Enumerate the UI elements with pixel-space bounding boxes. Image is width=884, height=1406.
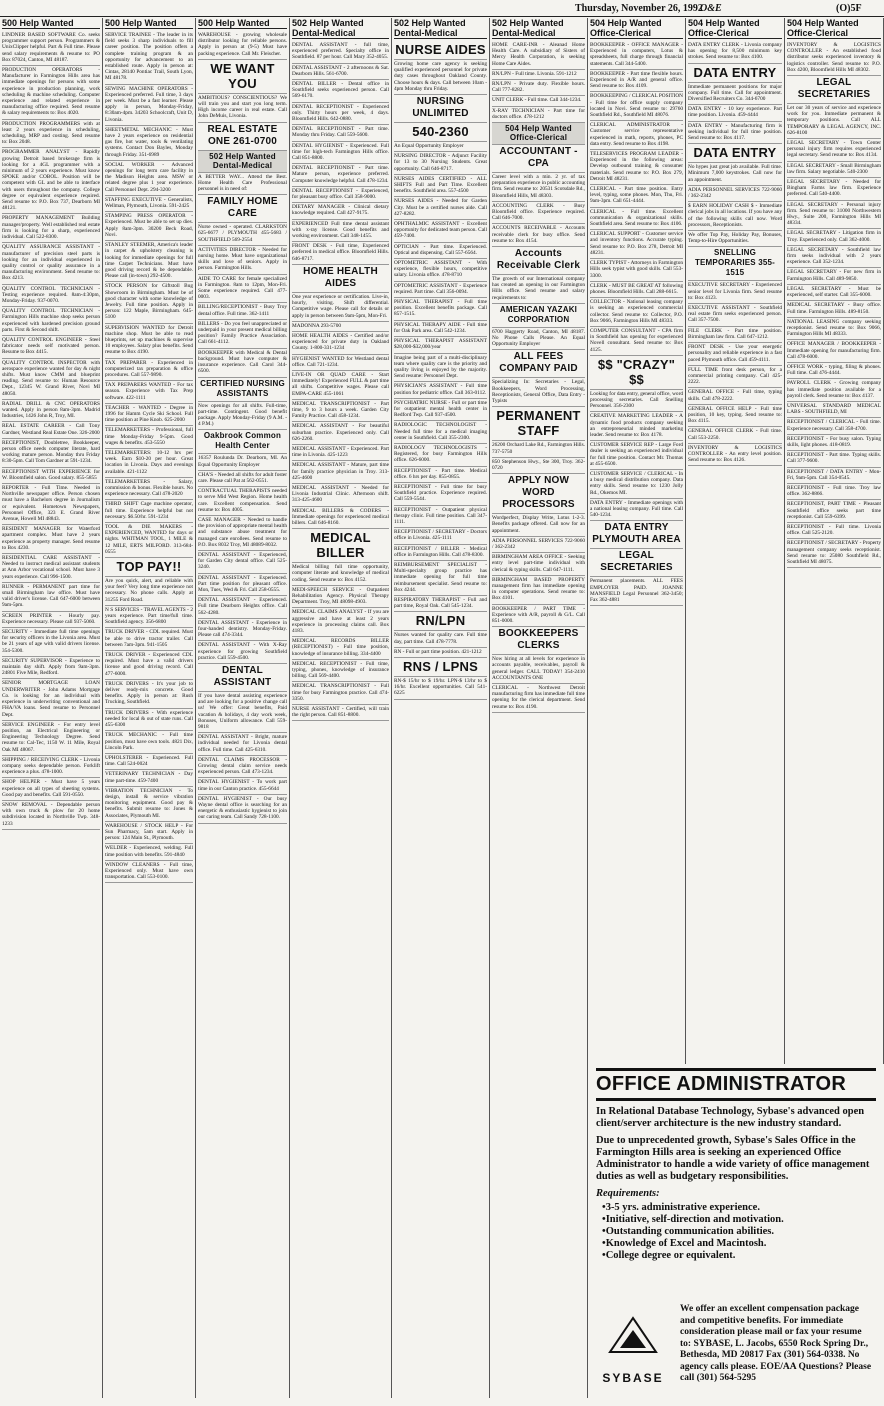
classified-ad: PHYSICIAN'S ASSISTANT - Full time position for pediatric office. Call 363-0112. (394, 382, 487, 398)
classified-ad: Medical billing full time opportunity, computer literate and knowledge of medical coding. Send resume to: Box 4152. (292, 563, 389, 586)
classified-ad: DATA ENTRY (688, 64, 782, 83)
classified-ad: RADIOLOGY TECHNOLOGISTS - Registered, for busy Farmington Hills office. 626-6000. (394, 444, 487, 467)
classified-ad: HOME CARE-INR - Aleanad Home Health Care. A subsidiary of Sisters of Mercy Health Corporation, is seeking Home Care Aides. (492, 41, 585, 70)
classified-ad: PSYCHIATRIC NURSE - Full or part time for outpatient mental health center in Redford Twp. Call 937-4500. (394, 399, 487, 422)
classified-ad: LEGAL SECRETARY - Small Birmingham law firm. Salary negotiable. 540-2300 (787, 162, 881, 178)
classified-ad: EXPERIENCED Full time dental assistant with x-ray license. Good benefits and working environment. Call 348-1455. (292, 220, 389, 243)
classified-ad: RECEPTIONIST - Full time. Livonia office. Call 525-2120. (787, 523, 881, 539)
classified-ad: RN/LPN (394, 612, 487, 631)
classified-ad: Permanent placements. ALL FEES EMPLOYER PAID. JOANNE MANSFIELD Legal Personnel 362-3450; Fax 362-4881 (590, 577, 683, 606)
classified-ad: RECEPTIONIST WITH EXPERIENCE for W. Bloomfield salon. Good salary. 855-5855 (2, 468, 100, 484)
classified-ad: DENTAL BILLER - Dental office in Southfield seeks experienced person. Call 569-6170. (292, 80, 389, 103)
classified-column (490, 18, 588, 1398)
classified-ad: BOOKKEEPER / PART TIME - Experience with A/R, payroll & G/L. Call 851-0000. (492, 605, 585, 628)
classified-ad: $ EARN HOLIDAY CASH $ - Immediate clerical jobs in all locations. If you have any of the following skills call now. Word processors, Receptionists. (688, 202, 782, 231)
classified-ad: OPHTHALMIC ASSISTANT - Excellent opportunity for dedicated team person. Call 459-7400. (394, 220, 487, 243)
classified-ad: RECEPTIONIST - Full time for busy Southfield practice. Experience required. Call 559-5544. (394, 483, 487, 506)
classified-ad: DATA ENTRY - Immediate openings with a national leasing company. Full time. Call 540-1234. (590, 499, 683, 522)
classified-ad: CUSTOMER SERVICE / CLERICAL - In a busy medical distribution company. Data entry skills. Send resume to: 1230 Jolly Rd., Okemos MI. (590, 470, 683, 499)
classified-ad: CLERICAL - Northwest Detroit manufacturing firm has immediate full time opening for the clerical department. Send resume to: Box 4190. (492, 684, 585, 713)
classified-ad: 502 Help Wanted Dental-Medical (198, 151, 287, 173)
classified-ad: BILLERS - Do you feel unappreciated or underpaid in your present medical billing position? Family Practice Association. Call 661-4112. (198, 320, 287, 349)
classified-ad: RN/LPN - Full time. Livonia. 591-1212 (492, 70, 585, 80)
column-heading: 504 Help Wanted Office-Clerical (688, 18, 782, 39)
classified-ad: RECEPTIONIST / SECRETARY - Property management company seeks receptionist. Send resume to: 25080 Southfield Rd., Southfield MI 48075. (787, 539, 881, 568)
classified-ad: QUALITY CONTROL INSPECTOR with aerospace experience wanted for day & night shifts. Must know CMM and blueprint reading. Send resume to: Human Resource Dept., 12345 W. Grand River, Novi MI 48050. (2, 359, 100, 400)
column-heading: 504 Help Wanted Office-Clerical (590, 18, 683, 39)
classified-ad: An Equal Opportunity Employer (394, 142, 487, 152)
classified-ad: PROGRAMMER ANALYST - Rapidly growing Detroit based brokerage firm is looking for a 4GL programmer with a minimum of 2 years experience. Must know SPOKE and/or COBOL. Position will be competent with GL and be able to interface with users throughout the company. College degree or equivalent experience required. Send resume to: P.O. Box 737, Dearborn MI 48121. (2, 148, 100, 214)
classified-ad: REAL ESTATE CAREER - Call Tony Gardner, Westland Real Estate One. 326-2000 (2, 422, 100, 438)
classified-ad: DATA ENTRY (688, 144, 782, 163)
classified-ad: RADIOLOGIC TECHNOLOGIST - Needed full time for a medical imaging center in Southfield. Call 355-2300. (394, 421, 487, 444)
classified-ad: CLERICAL SUPPORT - Customer service and inventory functions. Accurate typing. Send resume to: P.O. Box 278, Detroit MI 48231. (590, 230, 683, 259)
classified-ad: TOP PAY!! (105, 558, 193, 577)
classified-ad: AIDE TO CARE for female specialized in Farmington. 8am to 12pm, Mon-Fri. Some experience required. Call 477-0003. (198, 275, 287, 304)
classified-ad: PAYROLL CLERK - Growing company has immediate position available for a payroll clerk. Send resume to: Box 4137. (787, 379, 881, 402)
classified-ad: TELESERVICES PROGRAM LEADER - Experienced in the following areas: Develop outbound training & consumer materials. Send resume to: P.O. Box 279, Detroit MI 48231. (590, 150, 683, 185)
classified-column (785, 18, 884, 1064)
classified-ad: WE WANT YOU (198, 60, 287, 94)
classified-ad: Imagine being part of a multi-disciplinary team where quality care is the priority and quality living is enjoyed by the majority. Send resume: Personnel Dept. (394, 354, 487, 383)
ad-body: Due to unprecedented growth, Sybase's Sales Office in the Farmington Hills area is seeking an experienced Office Administrator to handle a wide variety of office management duties as well as budgetary responsibilities. (596, 1135, 870, 1182)
classified-ad: Accounts Receivable Clerk (492, 247, 585, 275)
classified-ad: Growing home care agency is seeking qualified experienced personnel for private duty cases throughout Oakland County. Choose hours & days. Call between 10am - 4pm Monday thru Friday. (394, 60, 487, 95)
classified-ad: TRUCK DRIVER - CDL required. Must be able to drive tractor trailer. Call between 7am-3pm. 941-1505 (105, 628, 193, 651)
classified-ad: PROPERTY MANAGEMENT Building manager/property. Well established real estate firm is looking for a sharp, experienced individual. Call 522-8300. (2, 214, 100, 243)
requirements-list (596, 1202, 876, 1262)
classified-ad: DENTAL RECEPTIONIST - Part time. Monday thru Friday. Call 559-5600. (292, 125, 389, 141)
classified-ad: OPTICIAN - Part time. Experienced. Optical and dispensing. Call 557-6564. (394, 243, 487, 259)
classified-column (588, 18, 686, 1064)
requirement-item: • Initiative, self-direction and motivation. (602, 1214, 876, 1226)
classified-ad: BOOKKEEPER - Part time flexible hours. Experienced in A/R and general office. Send resume to: Box 4109. (590, 70, 683, 93)
sybase-logo (594, 1314, 672, 1385)
classified-column (392, 18, 490, 1398)
classified-ad: LEGAL SECRETARY - Litigation firm in Troy. Experienced only. Call 362-4000. (787, 229, 881, 245)
classified-ad: RESIDENT MANAGER for Waterford apartment complex. Must have 2 years experience as property manager. Send resume to Box 4230. (2, 525, 100, 554)
classified-ad: MEDICAL ASSISTANT - Experienced. Part time in Livonia. 425-1223 (292, 445, 389, 461)
classified-ad: AMBITIOUS? CONSCIENTIOUS? We will train you and start you long term. High income career in real estate. Call John DeMuis, Livonia. (198, 94, 287, 123)
classified-ad: APPLY NOW WORD PROCESSORS (492, 474, 585, 514)
classified-ad: AMERICAN YAZAKI CORPORATION (492, 304, 585, 328)
classified-ad: If you have dental assisting experience and are looking for a positive change call us! We offer: Great benefits, Paid vacation & holidays, 4 day work week, Bonuses, Uniform allowance. Call 559-9818 (198, 692, 287, 733)
classified-ad: WAREHOUSE / STOCK HELP - For Sun Pharmacy, 5am start. Apply in person: 124 Main St., Plymouth. (105, 822, 193, 845)
classified-column (290, 18, 392, 1398)
classified-ad: HOME HEALTH AIDES - Certified and/or experienced for private duty in Oakland County. 1-800-331-1234 (292, 332, 389, 355)
classified-ad: WELDER - Experienced, welding. Full time position with benefits. 591-4840 (105, 844, 193, 860)
classified-ad: Oakbrook Common Health Center (198, 430, 287, 454)
classified-ad: DENTAL ASSISTANT - Experienced. Full time Dearborn Heights office. Call 562-4280. (198, 596, 287, 619)
classified-ad: DENTAL ASSISTANT - Experienced, for Garden City dental office. Call 525-3240. (198, 551, 287, 574)
classified-ad: 16357 Roulunda Dr. Dearborn, MI. An Equal Opportunity Employer (198, 454, 287, 470)
classified-column (196, 18, 290, 1398)
classified-ad: VIBRATION TECHNICIAN - To design, install & service vibration monitoring equipment. Good pay & benefits. Submit resume to: Jones & Associates, Plymouth MI. (105, 787, 193, 822)
classified-ad: SEWING MACHINE OPERATORS - Experienced preferred. Full time, 3 days per week. Must be a fast learner. Please apply in person, Monday-Friday, 8:30am-4pm. 34203 Schoolcraft, Unit D, Livonia. (105, 85, 193, 126)
classified-ad: 540-2360 (394, 123, 487, 142)
classified-ad: SUPERVISION WANTED for Detroit machine shop. Must be able to read blueprints, set up machines & supervise 10 employees. Salary plus benefits. Send resume to Box 4190. (105, 324, 193, 359)
classified-ad: UNIVERSAL STANDARD MEDICAL LABS - SOUTHFIELD, MI (787, 402, 881, 418)
classified-ad: OFFICE MANAGER / BOOKKEEPER - Immediate opening for manufacturing firm. Call 478-6000. (787, 340, 881, 363)
classified-ad: N S SERVICES - TRAVEL AGENTS - 2 years experience. Part time/full time. Southfield agency. 356-6800 (105, 606, 193, 629)
classified-ad: CERTIFIED NURSING ASSISTANTS (198, 378, 287, 402)
classified-ad: DENTAL HYGIENIST - Experienced. Full time for high-tech Farmington Hills office. Call 851-8800. (292, 142, 389, 165)
classified-ad: MADONNA 293-5700 (292, 322, 389, 332)
classified-ad: Nurses wanted for quality care. Full time day, part time. Call 478-7778. (394, 631, 487, 647)
classified-ad: Nurse owned - operated. CLARKSTON 625-6677 / PLYMOUTH 455-5683 / SOUTHFIELD 569-2554 (198, 223, 287, 246)
classified-ad: LEGAL SECRETARY - For new firm in Farmington Hills. Call 489-9850. (787, 268, 881, 284)
classified-ad: RADIAL DRILL & CNC OPERATORS wanted. Apply in person 8am-3pm. Madrid Industries, 1426 John R, Troy, MI. (2, 400, 100, 423)
classified-ad: DATA ENTRY CLERK - Livonia company has opening for 8,500 minimum key strokes. Send resume to: Box 4100. (688, 41, 782, 64)
column-heading: 500 Help Wanted (105, 18, 193, 29)
classified-ad: COLLECTOR - National leasing company is seeking an experienced commercial collector. Send resume to: Collector, P.O. Box 9066, Farmington Hills MI 48333. (590, 298, 683, 327)
classified-ad: 504 Help Wanted Office-Clerical (492, 123, 585, 145)
classified-ad: RN - Full or part time position. 421-1212 (394, 648, 487, 658)
classified-ad: CASE MANAGER - Needed to handle the provision of appropriate mental health and substance abuse treatment for managed care enrollees. Send resume to P.O. Box 8032 Troy, MI 48089-8032. (198, 516, 287, 551)
classified-column (0, 18, 103, 1398)
classified-ad: We offer Top Pay, Holiday Pay, Bonuses, Temp-to-Hire Opportunities. (688, 231, 782, 247)
classified-ad: DENTAL HYGIENIST - To work part time in our Canton practice. 455-6644 (198, 778, 287, 794)
requirement-item: • Knowledge of Excel and Macintosh. (602, 1238, 876, 1250)
classified-ad: RECEPTIONIST - Full time. Troy law office. 362-8866. (787, 484, 881, 500)
classified-ad: QUALITY CONTROL TECHNICIAN - Farmington Hills machine shop seeks person experienced with hardened precision ground parts. First & Second shift. (2, 307, 100, 336)
classified-ad: SHEETMETAL MECHANIC - Must have 2 years experience on residential gas fire, hot water, tools & ventilating systems. Contact Don Bayles, Monday through Friday. 351-6989 (105, 126, 193, 161)
classified-ad: Looking for data entry, general office, word processing secretaries. Call Snelling Personnel. 356-2300 (590, 390, 683, 413)
classified-ad: DENTAL ASSISTANT - With X-Ray experience for growing Southfield practice. Call 559-4500. (198, 641, 287, 664)
classified-ad: LEGAL SECRETARY - Southfield law firm seeks individual with 2 years experience. Call 352-1234. (787, 246, 881, 269)
classified-ad: DENTAL ASSISTANT - Experience in four-handed dentistry. Monday-Friday. Please call 474-3344. (198, 619, 287, 642)
classified-ad: STANLEY STEEMER, America's leader in carpet & upholstery cleaning is looking for immediate openings for full time Carpet Technicians. Must have good driving record & be dependable. Please call (in-town) 292-4500. (105, 241, 193, 282)
classified-ad: BOOKKEEPERS CLERKS (492, 627, 585, 655)
classified-ad: MEDICAL CLAIMS ANALYST - If you are aggressive and have at least 2 years experience in processing claims call. Box 4183. (292, 608, 389, 637)
classified-ad: QUALITY ASSURANCE ASSISTANT - manufacturer of precision steel parts is looking for an individual experienced in quality control or quality assurance in a manufacturing environment. Send resume to: Box 4213. (2, 243, 100, 284)
requirement-item: • Outstanding communication abilities. (602, 1226, 876, 1238)
page-header (0, 0, 884, 17)
classified-ad: FULL TIME front desk person, for a commercial printing company. Call 425-2222. (688, 366, 782, 389)
classified-ad: RNS / LPNS (394, 658, 487, 677)
classified-ad: 850 Stephenson Hwy., Ste 300, Troy. 362-0720 (492, 458, 585, 474)
classified-ad: SERVICE ENGINEER - For entry level position, an Electrical Engineering or Engineering Technology Degree. Send resume to: Cal-Tec, 1150 W. 11 Mile, Royal Oak MI 48067. (2, 721, 100, 756)
column-heading: 502 Help Wanted Dental-Medical (394, 18, 487, 39)
classified-ad: The growth of our International company has created an opening in our Farmington Hills office. Send resume and salary requirements to: (492, 275, 585, 304)
classified-ad: SOCIAL WORKER - Advanced openings for long term care facility in the Madison Heights area. MSW or related degree plus 1 year experience. Call Personnel Dept. 294-3200 (105, 161, 193, 196)
classified-column (103, 18, 196, 1398)
classified-ad: RECEPTIONIST / DATA ENTRY - Mon-Fri, 9am-5pm. Call 354-0545. (787, 468, 881, 484)
classified-ad: TRUCK MECHANIC - Full time position, must have own tools. 4821 Dix, Lincoln Park. (105, 731, 193, 754)
classified-ad: FRONT DESK - Full time, Experienced preferred in medical office. Bloomfield Hills. 646-8717. (292, 242, 389, 265)
classified-ad: NURSE ASSISTANT - Certified, will train the right person. Call 851-8800. (292, 705, 389, 721)
classified-ad: A BETTER WAY... Attend the Best. Home Health Care Professional personnel is in need of: (198, 173, 287, 196)
classified-ad: PRODUCTION OPERATORS - Manufacturer in Farmington Hills area has immediate openings for persons with some experience in production planning, work scheduling & machine scheduling. Computer experience and related experience in manufacturing office required. Send resume & salary requirements to: Box 4020. (2, 66, 100, 120)
classified-ad: $$ "CRAZY" $$ (590, 356, 683, 390)
classified-ad: REPORTER - Full Time. Needed in Northville newspaper office. Person chosen must have a Bachelors degree in Journalism or equivalent. Hometown Newspapers, Personnel Office, 323 E. Grand River Avenue, Howell MI 48843. (2, 484, 100, 525)
classified-ad: Let our 30 years of service and experience work for you. Immediate permanent & temporary positions. Call ALL TEMPORARY & LEGAL AGENCY, INC. 626-8100 (787, 104, 881, 139)
classified-ad: LEGAL SECRETARY - Must be experienced, self starter. Call 355-6000. (787, 285, 881, 301)
ad-contact: We offer an excellent compensation package and competitive benefits. For immediate consideration please mail or fax your resume to: SYBASE, L. Jacobs, 6550 Rock Spring Dr., Bethesda, MD 20817 Fax (301) 564-0338. No agency calls please. EOE/AA Questions? Please call (301) 564-5295 (680, 1304, 872, 1383)
classified-ad: VETERINARY TECHNICIAN - Day time part-time. 459-7400 (105, 770, 193, 786)
column-heading: 500 Help Wanted (198, 18, 287, 29)
classified-ad: ACCOUNTS RECEIVABLE - Accounts receivable clerk for busy office. Send resume to: Box 4154. (492, 224, 585, 247)
classified-ad: RECEPTIONIST / SECRETARY - Doctors office in Livonia. 425-1111 (394, 528, 487, 544)
classified-ad: ADIA PERSONNEL SERVICES 722-9060 / 362-2342 (688, 186, 782, 202)
classified-ad: RECEPTIONIST, PART TIME - Pleasant Southfield office seeks part time receptionist. Call 559-6399. (787, 500, 881, 523)
classified-ad: LEGAL SECRETARIES (590, 549, 683, 577)
classified-ad: SENIOR MORTGAGE LOAN UNDERWRITER - John Adams Mortgage Co. is looking for an individual with experience in underwriting conventional and FHA/VA loans. Send resume to Personnel Dept. (2, 679, 100, 720)
classified-ad: QUALITY CONTROL TECHNICIAN - Testing experience required. 8am-4:30pm, Monday-Friday. 937-0070. (2, 285, 100, 308)
classified-ad: RUNNER - PERMANENT part time for small Birmingham law office. Must have valid driver's license. Call 647-6000 between 9am-5pm. (2, 583, 100, 612)
classified-ad: STAMPING PRESS OPERATOR - Experienced. Must be able to set up dies. Apply 8am-3pm. 30200 Beck Road, Novi. (105, 212, 193, 241)
classified-ad: DIETARY MANAGER - Clinical dietary knowledge required. Call 427-9175. (292, 203, 389, 219)
classified-ad: GENERAL OFFICE HELP - Full time position, 10 key, typing. Send resume to: Box 4115. (688, 405, 782, 428)
requirements-label: Requirements: (596, 1188, 660, 1199)
classified-ad: BOOKKEEPER - OFFICE MANAGER - Experienced in computers, Lotus & spreadsheets, full charge through financial statements. Call 344-5400. (590, 41, 683, 70)
ad-intro: In Relational Database Technology, Sybase's advanced open client/server architecture is the new industry standard. (596, 1106, 865, 1129)
classified-ad: TELEMARKETERS - Professional, full time Monday-Friday 9-5pm. Good wages & benefits. 453-5550 (105, 426, 193, 449)
classified-ad: PERMANENT STAFF (492, 407, 585, 441)
classified-ad: RECEPTIONIST - Part time. Typing skills. Call 377-9600. (787, 451, 881, 467)
column-heading: 502 Help Wanted Dental-Medical (292, 18, 389, 39)
classified-ad: DENTAL ASSISTANT - Experienced. Part time position for pleasant office. Mon, Tues, Wed & Fri. Call 258-0555. (198, 574, 287, 597)
logo-text: SYBASE (602, 1371, 664, 1385)
requirement-item: • 3-5 yrs. administrative experience. (602, 1202, 876, 1214)
classified-ad: ALL FEES COMPANY PAID (492, 350, 585, 378)
classified-ad: MEDICAL ASSISTANT - For beautiful suburban practice. Experienced only. Call 626-2260. (292, 422, 389, 445)
classified-ad: RECEPTIONIST / CLERICAL - Full time. Experience necessary. Call 358-4700. (787, 418, 881, 434)
classified-ad: UPHOLSTERER - Experienced. Full time. Call 524-0024 (105, 754, 193, 770)
classified-ad: HOME HEALTH AIDES (292, 265, 389, 293)
classified-ad: FRONT DESK - Use your energetic personality and reliable experience in a fast paced Plymouth office. Call 459-4111. (688, 343, 782, 366)
classified-ad: ACTIVITIES DIRECTOR - Needed for nursing home. Must have organizational skills and love of seniors. Apply in person. Farmington Hills. (198, 246, 287, 275)
classified-ad: DATA ENTRY - Manufacturing firm is seeking individual for full time position. Send resume to: Box 4117. (688, 122, 782, 145)
classified-ad: SECURITY - Immediate full time openings for security officers in the Livonia area. Must be 21 years of age with valid drivers license. 354-5300. (2, 628, 100, 657)
classified-ad: ADIA PERSONNEL SERVICES 722-9060 / 362-2342 (492, 537, 585, 553)
classified-ad: PHYSICAL THERAPY AIDE - Full time for Oak Park area. Call 542-1234. (394, 321, 487, 337)
classified-ad: BIRMINGHAM BASED PROPERTY management firm has immediate opening in computer operations. Send resume to: Box 4101. (492, 576, 585, 605)
classified-ad: SNELLING TEMPORARIES 355-1515 (688, 247, 782, 281)
classified-ad: 26200 Orchard Lake Rd., Farmington Hills. 737-5750 (492, 441, 585, 457)
column-heading: 502 Help Wanted Dental-Medical (492, 18, 585, 39)
classified-ad: LEGAL SECRETARY - Needed for Bingham Farms law firm. Experience preferred. Call 540-4400. (787, 178, 881, 201)
classified-ad: RN/LPN - Private duty. Flexible hours. Call 777-8282. (492, 80, 585, 96)
classified-ad: BOOKKEEPER with Medical & Dental background. Must have computer & insurance experience. Call Carol 344-6500. (198, 349, 287, 378)
classified-ad: STOCK PERSON for Giftstoll Bug Showroom in Birmingham. Must be of good character with some knowledge of Jewelry. Full time position. Apply in person: 122 Maple, Birmingham. 645-5100 (105, 282, 193, 323)
classified-ad: BIRMINGHAM AREA OFFICE - Seeking entry level part-time individual with clerical & typing skills. Call 647-1111. (492, 553, 585, 576)
classified-ad: RECEPTIONIST - Part time. Medical office. 6 hrs per day. 855-0855. (394, 467, 487, 483)
classified-ad: CLERK TYPIST - Attorneys in Farmington Hills seek typist with good skills. Call 553-3300. (590, 259, 683, 282)
classified-ad: MEDI-SPEECH SERVICE - Outpatient Rehabilitation Agency. Physical Therapy Department. Troy, MI 48098-4903. (292, 586, 389, 609)
classified-ad: TRUCK DRIVERS - It's your job to deliver ready-mix concrete. Good benefits. Apply in person at: Rush Trucking, Southfield. (105, 680, 193, 709)
classified-ad: TRUCK DRIVER - Experienced CDL required. Must have a valid drivers license and good driving record. Call 477-6000. (105, 651, 193, 680)
classified-ad: INVENTORY & LOGISTICS CONTROLLER - An entry level position. Send resume to: Box 4126. (688, 444, 782, 467)
classified-ad: Wordperfect, Display Write, Lotus 1-2-3. Benefits package offered. Call now for an appointment. (492, 514, 585, 537)
classified-ad: LIVE-IN OR QUAD CARE - Start immediately! Experienced FULL & part time all shifts. Competitive wages. Please call EMPA-CARE 455-1061 (292, 371, 389, 400)
sybase-logo-icon (598, 1314, 668, 1366)
classified-ad: Immediate permanent positions for major company. Full time. Call for appointment. Diversified Recruiters Co. 344-6700 (688, 83, 782, 106)
classified-ad: DENTAL ASSISTANT - Bright, mature individual needed for Livonia dental office. Full time. Call 425-6310. (198, 733, 287, 756)
classified-ad: DENTAL ASSISTANT - 2 afternoons & Sat. Dearborn Hills. 561-6700. (292, 64, 389, 80)
classified-ad: NATIONAL LEASING company seeking receptionist. Send resume to: Box 9066, Farmington Hills MI 48333. (787, 318, 881, 341)
classified-ad: UNIT CLERK - Full time. Call 344-1234. (492, 96, 585, 106)
column-heading: 504 Help Wanted Office-Clerical (787, 18, 881, 39)
classified-ad: Now hiring at all levels for experience in accounts payable, receivables, payroll & general ledger. CALL TODAY! 354-2410 ACCOUNTANTS ONE (492, 655, 585, 684)
classified-ad: DENTAL ASSISTANT - full time, experienced preferred. Specialty office in Southfield. 87 per hour. Call Mary 352-4055. (292, 41, 389, 64)
ad-title: OFFICE ADMINISTRATOR (596, 1068, 876, 1101)
classified-ad: DENTAL CLAIMS PROCESSOR - Growing dental claim service needs experienced person. Call 473-1234. (198, 756, 287, 779)
classified-ad: GENERAL OFFICE - Full time, typing skills. Call 478-2222. (688, 388, 782, 404)
classified-ad: MEDICAL ASSISTANT - Needed for Livonia Industrial Clinic. Afternoon shift. 313-425-4600 (292, 484, 389, 507)
classified-ad: BOOKKEEPING / CLERICAL POSITION - Full time for office supply company located in Novi. Send resume to: 29760 Southfield Rd., Southfield MI 48076. (590, 92, 683, 121)
classified-ad: PRODUCTION PROGRAMMERS with at least 2 years experience in scheduling, scheduling, MRP and costing. Send resume to: Box 2048. (2, 120, 100, 149)
classified-ad: SECURITY SUPERVISOR - Experience to maintain day shift. Apply from 9am-3pm. 24801 Five Mile, Redford. (2, 657, 100, 680)
classified-ad: LINDNER BASED SOFTWARE Co. seeks programmer support person. Programmers & UnixClipper helpful. Part & Full time. Please send salary requirements & resume to: PO Box 87024, Canton, MI 48187. (2, 31, 100, 66)
classified-ad: CLERK - MUST BE GREAT AT following phones. Bloomfield Hills. Call 288-6615. (590, 282, 683, 298)
classified-ad: X-RAY TECHNICIAN - Part time for doctors office. 478-1212 (492, 107, 585, 123)
classified-ad: DENTAL HYGIENIST - Our busy Wayne dental office is searching for an energetic & enthusiastic hygienist to join our caring team. Call Sandy 728-1100. (198, 795, 287, 824)
classified-ad: RN-$ 15/hr to $ 19/hr. LPN-$ 13/hr to $ 16/hr. Excellent opportunities. Call 541-6225 (394, 677, 487, 700)
classified-ad: DATA ENTRY PLYMOUTH AREA (590, 521, 683, 549)
classified-ad: CLERICAL ADMINISTRATOR - Customer service representative experienced in math, reports, phones, PC data entry. Send resume to Box 4198. (590, 121, 683, 150)
classified-column (686, 18, 785, 1064)
classified-ad: RECEPTIONIST / BILLER - Medical office in Farmington Hills. Call 478-8300. (394, 545, 487, 561)
classified-ad: ACCOUNTANT - CPA (492, 145, 585, 173)
classified-ad: CHA'S - Needed all shifts for adult foster care. Please call Pat at 562-0551. (198, 471, 287, 487)
column-heading: 500 Help Wanted (2, 18, 100, 29)
classified-ad: EXECUTIVE SECRETARY - Experienced senior level for Livonia firm. Send resume to: Box 4123. (688, 281, 782, 304)
classified-ad: BILLING/RECEPTIONIST - Busy Troy dental office. Full time. 362-1411 (198, 303, 287, 319)
classified-ad: Are you quick, alert, and reliable with your feet? Very long time experience not necessary. No phone calls. Apply at 31255 Ford Road. (105, 577, 193, 606)
classified-ad: PHYSICAL THERAPIST - Full time position. Excellent benefits package. Call 857-1515. (394, 298, 487, 321)
classified-ad: THIRD SHIFT Cage machine operator, full time. Experience helpful but not necessary. $6.50/hr. 591-1234 (105, 500, 193, 523)
classified-ad: MEDICAL ASSISTANT - Mature, part time for family practice physician in Troy. 313-425-4600 (292, 461, 389, 484)
classified-ad: TRUCK DRIVERS - With experience needed for local & out of state runs. Call 455-6300 (105, 709, 193, 732)
classified-ad: DENTAL ASSISTANT (198, 664, 287, 692)
issue-date: Thursday, November 26, 1992 (575, 3, 703, 14)
classified-ad: Specializing In: Secretaries - Legal, Bookkeepers, Word Processing, Receptionists, General Office, Data Entry - Typists (492, 378, 585, 407)
classified-ad: MEDICAL TRANSCRIPTIONIST - Part time, 9 to 3 hours a week. Garden City Family Practice. Call 458-1234. (292, 400, 389, 423)
classified-ad: DENTAL RECEPTIONIST - Part time. Mature person, experience preferred. Computer knowledge helpful. Call 478-1234. (292, 164, 389, 187)
requirement-item: • College degree or equivalent. (602, 1250, 876, 1262)
classified-ad: SNOW REMOVAL - Dependable person with own truck & plow for 20 home subdivision located in Northville Twp. 348-1233 (2, 801, 100, 830)
classified-ad: TELEMARKETERS: 10-12 hrs per week. Earn $10-20 per hour. Great location in Livonia. Days and evenings available. 421-1122 (105, 449, 193, 478)
classified-ad: STAFFING EXECUTIVE - Generalists, Wellman, Plymouth, Livonia. 591-2425 (105, 196, 193, 212)
classified-ad: 6700 Haggerty Road, Canton, MI 48187. No Phone Calls Please. An Equal Opportunity Employer (492, 328, 585, 351)
classified-ad: NURSE AIDES (394, 41, 487, 60)
classified-ad: WINDOW CLEANERS - Full time, Experienced only. Must have own transportation. Call 553-0100. (105, 861, 193, 884)
classified-ad: NURSES AIDES - Needed for Garden City. Must be a certified nurses aide. Call 427-8282. (394, 197, 487, 220)
classified-ad: RECEPTIONIST - For busy salon. Typing skills, light phones. 418-0819. (787, 435, 881, 451)
classified-ad: DENTAL RECEPTIONIST - Experienced, for pleasant busy office. Call 358-9000. (292, 187, 389, 203)
classified-ad: SERVICE TRAINEE - The leader in its field seeks 3 sharp individuals to fill career position. The position offers a complete training program & an opportunity for advancement to an established route. Apply in person at: Cintas, 28140 Pontiac Trail, South Lyon, MI 48178. (105, 31, 193, 85)
classified-ad: OFFICE WORK - typing, filing & phones. Full time. Call 476-4444. (787, 363, 881, 379)
classified-ad: OPTOMETRIC ASSISTANT - Experience required. Part time. Call 356-0094. (394, 282, 487, 298)
classified-ad: DENTAL RECEPTIONIST - Experienced only. Thirty hours per week, 4 days. Bloomfield Hills. 642-0880. (292, 103, 389, 126)
classified-ad: NURSES AIDES CERTIFIED - ALL SHIFTS Full and Part Time. Excellent benefits. Southfield area. 557-4500 (394, 175, 487, 198)
classified-ad: TEACHER - WANTED - Degree in 1996 for Hamm Cycle Ski School. Full time position at Pine Knob. 625-2000 (105, 404, 193, 427)
classified-ad: QUALITY CONTROL ENGINEER - Steel fabricator needs self motivated person. Resume to Box 4415. (2, 336, 100, 359)
classified-ad: HYGIENIST WANTED for Westland dental office. Call 721-1234. (292, 355, 389, 371)
classified-ad: CLERICAL - Part time position. Entry level, typing, some phones. Mon, Thu, Fri. 9am-3pm. Call 651-4444. (590, 185, 683, 208)
classified-ad: OPTOMETRIC ASSISTANT - With experience, flexible hours, competitive salary. Livonia office. 478-8710 (394, 259, 487, 282)
classified-ad: MEDICAL TRANSCRIPTIONIST - Full time for busy Farmington practice. Call 474-3350. (292, 682, 389, 705)
classified-ad: FILE CLERK - Part time position. Birmingham law firm. Call 647-1212. (688, 327, 782, 343)
classified-ad: FAMILY HOME CARE (198, 195, 287, 223)
classified-ad: CONTRACTUAL THERAPISTS needed to serve Mid West Region. Home health care. Excellent compensation. Send resume to: Box 4005. (198, 487, 287, 516)
classified-ad: CLERICAL - Full time. Excellent communication & organizational skills. Southfield area. Send resume to: Box 4106. (590, 208, 683, 231)
office-administrator-ad (588, 1064, 884, 1406)
classified-ad: LEGAL SECRETARIES (787, 76, 881, 104)
classified-ad: WAREHOUSE - growing wholesale distributor looking for reliable persons. Apply in person at (9-5) Must have packing experience. Call Mr. Fleischer. (198, 31, 287, 60)
classified-ad: TAX PREPARER - Experienced in computerized tax preparation & office procedures. Call 557-9890. (105, 359, 193, 382)
classified-ad: RESPIRATORY THERAPIST - Full and part time, Royal Oak. Call 545-1234. (394, 596, 487, 612)
classified-ad: MEDICAL BILLERS & CODERS - Immediate openings for experienced medical billers. Call 646-8160. (292, 507, 389, 530)
classified-ad: SHIPPING / RECEIVING CLERK - Livonia company seeks dependable person. Forklift experience a plus. 478-1000. (2, 756, 100, 779)
section-name: O&E (700, 3, 722, 14)
classified-ad: GENERAL OFFICE CLERK - Full time. Call 553-2250. (688, 427, 782, 443)
classified-ad: TAX PREPARERS WANTED - For tax season. Experience with Tax Prep software. 422-1111 (105, 381, 193, 404)
classified-ad: MEDICAL RECEPTIONIST - Full time, typing, phones, knowledge of insurance billing. Call 569-4400. (292, 660, 389, 683)
classified-ad: One year experience or certification. Live-in, hourly, visiting. Shift differential. Competitive wage. Please call for details or apply in person between 9am-5pm, Mon-Fri. (292, 293, 389, 322)
classified-ad: LEGAL SECRETARY - Personal injury firm. Send resume to: 31000 Northwestern Hwy., Suite 200, Farmington Hills MI 48334. (787, 201, 881, 230)
classified-ad: RECEPTIONIST - Outpatient physical therapy clinic. Full time position. Call 347-1111. (394, 506, 487, 529)
classified-ad: SCREEN PRINTER - Hourly pay. Experience necessary. Please call 937-5060. (2, 612, 100, 628)
classified-ad: TOOL & DIE MAKERS - EXPERIENCED, WANTED for days or nights. WHITMAN TOOL, 1 MILE & 12 MILE, ERTS MILFORD. 313-684-0555 (105, 523, 193, 558)
classified-ad: MEDICAL SECRETARY - Busy office. Full time. Farmington Hills. 489-8150. (787, 301, 881, 317)
classified-ad: MEDICAL RECORDS BILLER (RECEPTIONIST) - Full time position, knowledge of insurance billing. 334-4400 (292, 637, 389, 660)
classified-ad: NURSING UNLIMITED (394, 95, 487, 123)
classified-ad: COMPUTER CONSULTANT - CPA firm in Southfield has opening for experienced Novell consultant. Send resume to: Box 4125. (590, 327, 683, 356)
classified-ad: LEGAL SECRETARY - Town Center personal injury firm requires experienced legal secretary. Send resume to: Box 4134. (787, 139, 881, 162)
classified-ad: INVENTORY & LOGISTICS CONTROLLER - An established food distributor seeks experienced inventory & logistics controller. Send resume to: P.O. Box 4200, Bloomfield Hills MI 48302. (787, 41, 881, 76)
classified-ad: CREATIVE MARKETING LEADER - A dynamic food products company seeking an entrepreneurial minded marketing leader. Send resume to: Box 4178. (590, 412, 683, 441)
classified-ad: RESIDENTIAL CARE ASSISTANT - Needed to instruct medical assistant students at Ann Arbor vocational school. Must have 3 years experience. Call 996-1500. (2, 554, 100, 583)
classified-ad: TELEMARKETERS - Salary, commission & bonus. Flexible hours. No experience necessary. Call 478-2020 (105, 478, 193, 501)
classified-ad: DATA ENTRY - 10 key experience. Part time position. Livonia. 459-4444 (688, 105, 782, 121)
classified-ad: NURSING DIRECTOR - Adjunct Facility for 13 to 30 Nursing Students. Great opportunity. Call 646-8717. (394, 152, 487, 175)
classified-ad: Now openings for all shifts. Full-time, part-time. Contingent. Good benefit package. Apply Monday-Friday (9 A.M. - 4 P.M.) (198, 402, 287, 431)
classified-ad: REIMBURSEMENT SPECIALIST - Multi-specialty group practice has immediate opening for full time reimbursement specialist. Send resume to: Box 4244. (394, 561, 487, 596)
classified-ad: No hypes just great job available. Full time. Minimum 7,000 keystrokes. Call now for an appointment. (688, 163, 782, 186)
classified-ad: Career level with a min. 2 yr. of tax preparation experience in public accounting firm. Send resume to: 20531 Scotsdale Rd., Bloomfield Hills, MI 48303. (492, 173, 585, 202)
classified-ad: REAL ESTATE ONE 261-0700 (198, 123, 287, 151)
classified-ad: CUSTOMER SERVICE REP - Large Ford dealer is seeking an experienced individual for full time position. Contact Mr. Thomas at 455-6500. (590, 441, 683, 470)
classified-ad: RECEPTIONIST, Doubletree, Bookkeeper, person office needs computer literate, hard working mature person. Monday thru Friday 8:30-5pm. Call Tom Gardner at 591-1234. (2, 439, 100, 468)
classified-ad: MEDICAL BILLER (292, 529, 389, 563)
classified-ad: PHYSICAL THERAPIST ASSISTANT $28,000-$32,000/year (394, 337, 487, 353)
page-number: (O)5F (836, 3, 862, 14)
classified-ad: ACCOUNTING CLERK - Busy Bloomfield office. Experience required. Call 646-7000. (492, 202, 585, 225)
classified-ad: EXECUTIVE ASSISTANT - Southfield real estate firm seeks experienced person. Call 357-7500. (688, 304, 782, 327)
classified-ad: SHOP HELPER - Must have 5 years experience on all types of sheeting systems. Good pay and benefits. Call 591-0550. (2, 778, 100, 801)
